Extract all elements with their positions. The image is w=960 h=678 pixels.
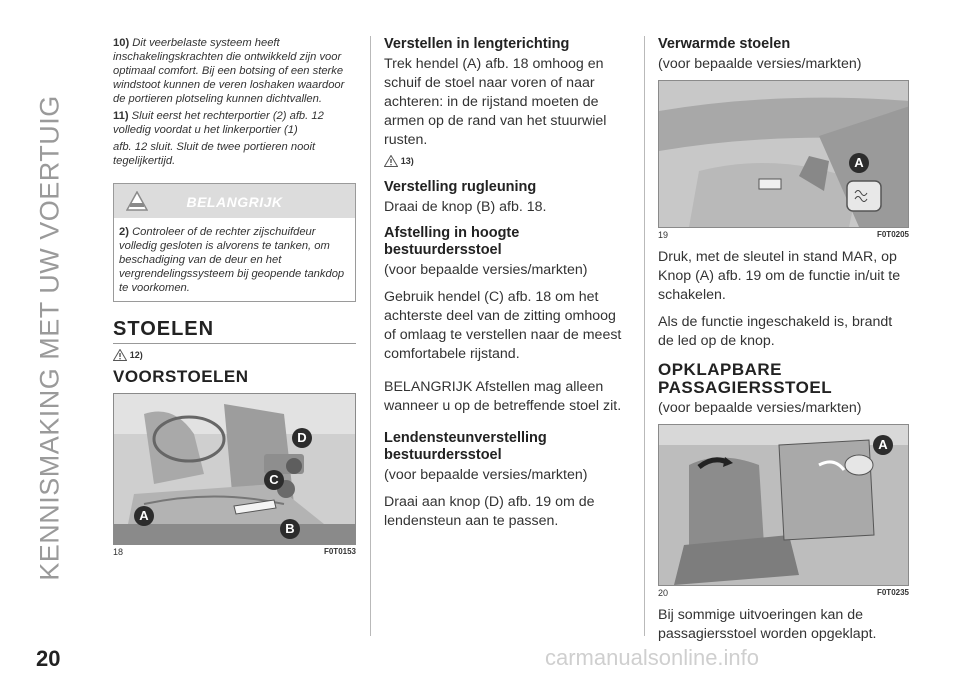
note-text: afb. 12 sluit. Sluit de twee portieren nooit tegelijkertijd. [113,141,316,167]
figure-code: F0T0205 [876,230,909,239]
figure-label-b: B [280,519,300,539]
page-number: 20 [36,646,61,671]
figure-number: 19 [658,230,669,240]
note-number: 2) [119,226,129,238]
paragraph: Gebruik hendel (C) afb. 18 om het achterste deel van de zitting omhoog of omlaag te verstellen naar de meest comfortabele rijstand. [384,289,622,362]
figure-number: 20 [658,588,669,598]
column-left [113,36,356,557]
important-box-title: BELANGRIJK [186,194,283,210]
subheading: Afstelling in hoogte bestuurdersstoel [384,225,520,258]
paragraph: Als de functie ingeschakeld is, brandt de led op de knop. [658,314,893,349]
important-box-header [114,184,355,218]
reference-number: 13) [400,156,414,166]
note-11 [113,109,356,137]
figure-number: 18 [113,547,124,557]
figure-label-c: C [264,470,284,490]
paragraph-sub: (voor bepaalde versies/markten) [658,56,862,72]
figure-label-a: A [849,153,869,173]
heated-seat-photo [659,81,909,227]
reference-number: 12) [129,350,143,360]
paragraph: Draai aan knop (D) afb. 19 om de lendensteun aan te passen. [384,494,595,529]
figure-caption [658,230,909,240]
subheading: Lendensteunverstelling bestuurdersstoel [384,430,547,463]
subsection-title: VOORSTOELEN [113,367,249,386]
column-middle [384,36,629,531]
figure-caption [658,588,909,598]
note-text: Sluit eerst het rechterportier (2) afb. 12 volledig voordat u het linkerportier (1) [113,110,324,136]
note-text: Dit veerbelaste systeem heeft inschakelingskrachten die ontwikkeld zijn voor optimaal comfort. Bij een botsing of een sterke windstoot kunnen de veren loshaken waardoor de portieren plotseling kunnen dichtvallen. [113,37,345,105]
note-number: 10) [113,37,130,49]
column-divider [370,36,371,636]
note-11-continued [113,140,356,168]
paragraph: Bij sommige uitvoeringen kan de passagiersstoel worden opgeklapt. [658,607,877,642]
watermark: carmanualsonline.info [545,645,760,670]
subheading: Verstellen in lengterichting [384,36,570,52]
paragraph-important: BELANGRIJK Afstellen mag alleen wanneer u op de betreffende stoel zit. [384,379,622,414]
subheading: Verwarmde stoelen [658,36,791,52]
column-divider [644,36,645,636]
figure-20 [658,424,909,586]
figure-19 [658,80,909,228]
figure-code: F0T0153 [323,547,356,556]
important-box [113,183,356,302]
figure-label-d: D [292,428,312,448]
paragraph-sub: (voor bepaalde versies/markten) [658,400,862,416]
figure-caption [113,547,356,557]
figure-label-a: A [873,435,893,455]
section-title: STOELEN [113,318,356,344]
column-right [658,36,909,644]
figure-18 [113,393,356,545]
section-title: OPKLAPBARE PASSAGIERSSTOEL [658,360,833,397]
figure-label-a: A [134,506,154,526]
warning-icon [113,349,127,361]
chapter-side-tab: KENNISMAKING MET UW VOERTUIG [34,95,65,581]
paragraph: Draai de knop (B) afb. 18. [384,199,547,215]
note-number: 11) [113,110,129,122]
section-reference [113,349,356,365]
paragraph: Druk, met de sleutel in stand MAR, op Knop (A) afb. 19 om de functie in/uit te schakelen. [658,249,901,303]
important-text: Controleer of de rechter zijschuifdeur volledig gesloten is alvorens te tanken, om beschadiging van de deur en het vergrendelingssysteem bij geopende tankdop te voorkomen. [119,226,345,294]
figure-code: F0T0235 [876,588,909,597]
paragraph-sub: (voor bepaalde versies/markten) [384,262,588,278]
warning-icon [384,155,398,167]
subheading: Verstelling rugleuning [384,179,537,195]
paragraph-sub: (voor bepaalde versies/markten) [384,467,588,483]
folding-seat-photo [659,425,909,585]
paragraph-reference [384,155,629,171]
paragraph: Trek hendel (A) afb. 18 omhoog en schuif de stoel naar voren of naar achteren: in de rijstand moeten de armen op de rand van het stuurwiel rusten. [384,56,607,148]
note-10 [113,36,356,106]
